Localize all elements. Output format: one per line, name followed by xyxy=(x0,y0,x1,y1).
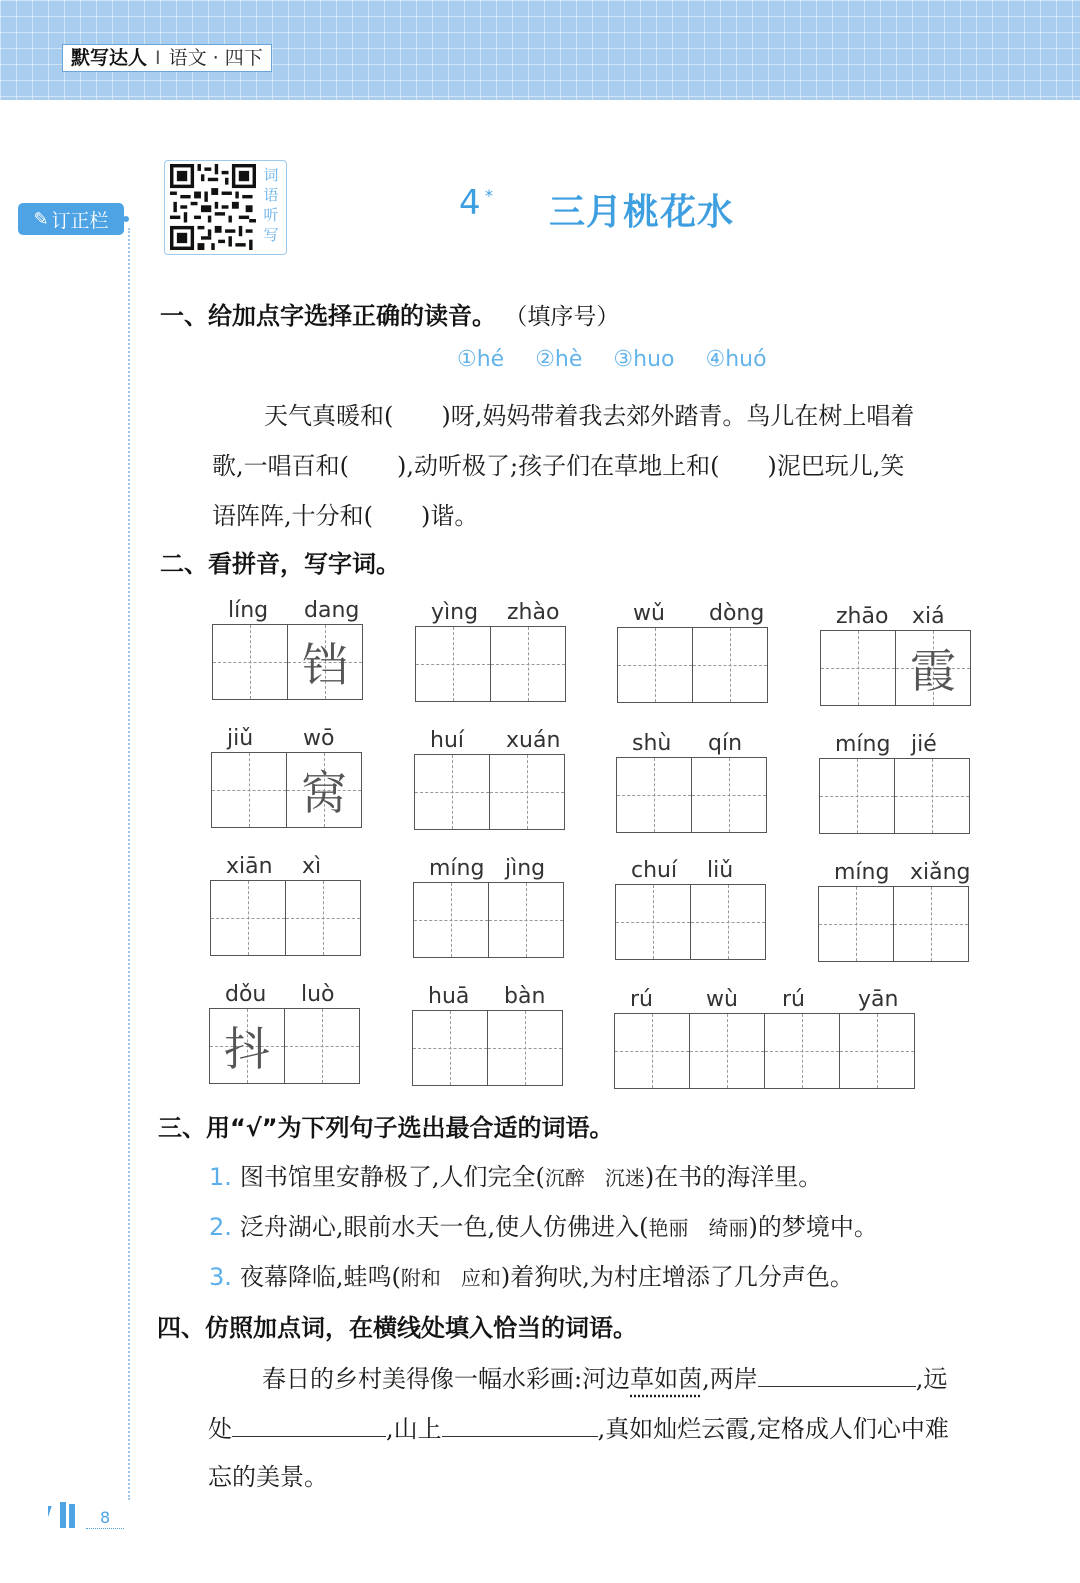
pinyin-syllable: yìng xyxy=(431,600,479,625)
tab-dot xyxy=(123,216,129,222)
question-text-before: 夜幕降临,蛙鸣( xyxy=(239,1263,401,1291)
choice-question-3 xyxy=(209,1257,854,1292)
pinyin-syllable: wō xyxy=(303,726,335,751)
margin-divider xyxy=(128,228,130,1500)
word-choices[interactable]: 沉醉 沉迷 xyxy=(544,1166,645,1190)
character-cell[interactable] xyxy=(894,758,970,834)
character-cell[interactable] xyxy=(818,886,894,962)
section1-heading-text: 一、给加点字选择正确的读音。 xyxy=(160,302,496,330)
character-cell[interactable] xyxy=(839,1013,915,1089)
qr-label: 词语听写 xyxy=(263,166,279,244)
pinyin-syllable: zhào xyxy=(507,600,560,625)
cell-character xyxy=(894,887,968,961)
brand-name: 默写达人 xyxy=(71,47,148,69)
option-3: ③huo xyxy=(613,347,675,372)
page-number: 8 xyxy=(100,1508,111,1527)
cell-character xyxy=(286,881,360,955)
pinyin-syllable: qín xyxy=(708,731,743,756)
cell-character xyxy=(692,758,766,832)
option-2: ②hè xyxy=(535,347,583,372)
pinyin-syllable: míng xyxy=(429,856,485,881)
option-4: ④huó xyxy=(705,347,767,372)
section4-text: ,真如灿烂云霞,定格成人们心中难 xyxy=(597,1415,949,1443)
word-choices[interactable]: 艳丽 绮丽 xyxy=(648,1216,749,1240)
cell-character xyxy=(691,885,765,959)
cell-character xyxy=(616,885,690,959)
lesson-title: 三月桃花水 xyxy=(549,192,735,233)
pinyin-syllable: wù xyxy=(706,987,738,1012)
character-cell[interactable] xyxy=(413,882,489,958)
cell-character xyxy=(693,628,767,702)
cell-character: 霞 xyxy=(910,644,956,698)
character-cell[interactable] xyxy=(689,1013,765,1089)
cell-character: 窝 xyxy=(301,766,347,820)
section4-text: 处 xyxy=(208,1415,232,1443)
character-cell[interactable] xyxy=(490,626,566,702)
character-cell[interactable] xyxy=(414,754,490,830)
section2-heading: 二、看拼音，写字词。 xyxy=(160,550,400,578)
qr-code-icon[interactable] xyxy=(169,164,257,250)
cell-character xyxy=(819,887,893,961)
cell-character xyxy=(488,1011,562,1085)
choice-question-1 xyxy=(209,1157,822,1192)
character-cell[interactable] xyxy=(284,1008,360,1084)
character-cell[interactable] xyxy=(488,882,564,958)
cell-character xyxy=(491,627,565,701)
correction-tab xyxy=(18,203,124,235)
character-cell[interactable] xyxy=(285,880,361,956)
character-cell[interactable] xyxy=(895,630,971,706)
pinyin-syllable: jiǔ xyxy=(227,726,254,751)
answer-blank[interactable] xyxy=(232,1412,386,1437)
page-number-rule xyxy=(86,1528,124,1529)
pinyin-syllable: rú xyxy=(630,987,653,1012)
cell-character xyxy=(414,883,488,957)
pinyin-syllable: xiān xyxy=(226,854,273,879)
cell-character xyxy=(820,759,894,833)
pinyin-syllable: bàn xyxy=(504,984,546,1009)
question-text-after: )着狗吠,为村庄增添了几分声色。 xyxy=(500,1263,854,1291)
option-1: ①hé xyxy=(457,347,505,372)
cell-character xyxy=(212,753,286,827)
character-cell[interactable] xyxy=(614,1013,690,1089)
pinyin-syllable: shù xyxy=(632,731,672,756)
cell-character xyxy=(895,759,969,833)
pinyin-syllable: xiǎng xyxy=(910,860,971,885)
character-cell[interactable] xyxy=(210,880,286,956)
pinyin-syllable: huā xyxy=(428,984,470,1009)
pinyin-syllable: chuí xyxy=(631,858,678,883)
cell-character xyxy=(618,628,692,702)
lesson-number: 4 xyxy=(459,183,481,223)
question-number: 1. xyxy=(209,1163,232,1191)
character-cell[interactable] xyxy=(212,624,288,700)
question-text-after: )的梦境中。 xyxy=(748,1213,878,1241)
cell-character: 抖 xyxy=(224,1022,270,1076)
cell-character xyxy=(690,1014,764,1088)
cell-character xyxy=(840,1014,914,1088)
cell-character xyxy=(285,1009,359,1083)
pinyin-syllable: xiá xyxy=(912,604,945,629)
cell-character xyxy=(489,883,563,957)
character-cell[interactable] xyxy=(489,754,565,830)
section1-line-3: 语阵阵,十分和( )谐。 xyxy=(212,502,479,530)
pinyin-syllable: dǒu xyxy=(225,982,267,1007)
pinyin-syllable: yān xyxy=(858,987,899,1012)
brand-subject: 语文 · 四下 xyxy=(168,47,263,69)
pronunciation-options xyxy=(457,347,791,372)
character-cell[interactable] xyxy=(615,884,691,960)
question-number: 3. xyxy=(209,1263,232,1291)
character-cell[interactable] xyxy=(617,627,693,703)
books-icon xyxy=(48,1502,88,1528)
section1-line-2: 歌,一唱百和( ),动听极了;孩子们在草地上和( )泥巴玩儿,笑 xyxy=(212,452,905,480)
pinyin-syllable: míng xyxy=(835,732,891,757)
question-text-before: 泛舟湖心,眼前水天一色,使人仿佛进入( xyxy=(239,1213,649,1241)
cell-character xyxy=(490,755,564,829)
question-text-after: )在书的海洋里。 xyxy=(644,1163,823,1191)
correction-label: 订正栏 xyxy=(51,209,109,232)
section4-text: ,两岸 xyxy=(702,1365,758,1393)
section1-note: （填序号） xyxy=(504,304,620,330)
cell-character xyxy=(617,758,691,832)
pinyin-syllable: zhāo xyxy=(836,604,889,629)
section4-heading: 四、仿照加点词，在横线处填入恰当的词语。 xyxy=(157,1314,637,1342)
character-cell[interactable] xyxy=(412,1010,488,1086)
pinyin-syllable: liǔ xyxy=(707,858,734,883)
pinyin-syllable: rú xyxy=(782,987,805,1012)
cell-character xyxy=(413,1011,487,1085)
character-cell[interactable] xyxy=(893,886,969,962)
pinyin-syllable: dang xyxy=(304,598,360,623)
character-cell[interactable] xyxy=(487,1010,563,1086)
pinyin-syllable: xì xyxy=(302,854,322,879)
pinyin-syllable: míng xyxy=(834,860,890,885)
question-text-before: 图书馆里安静极了,人们完全( xyxy=(239,1163,545,1191)
character-cell[interactable] xyxy=(211,752,287,828)
cell-character xyxy=(821,631,895,705)
section4-text: ,山上 xyxy=(386,1415,442,1443)
pinyin-syllable: dòng xyxy=(709,601,765,626)
section4-line-2 xyxy=(208,1409,949,1444)
header-band xyxy=(0,0,1080,100)
section1-heading xyxy=(160,296,619,331)
character-cell[interactable] xyxy=(819,758,895,834)
word-choices[interactable]: 附和 应和 xyxy=(400,1266,501,1290)
answer-blank[interactable] xyxy=(442,1412,598,1437)
cell-character: 铛 xyxy=(302,638,348,692)
qr-panel[interactable] xyxy=(164,160,287,255)
character-cell[interactable] xyxy=(764,1013,840,1089)
section4-text: ,远 xyxy=(915,1365,948,1393)
lesson-marker: * xyxy=(485,186,493,205)
cell-character xyxy=(765,1014,839,1088)
character-cell[interactable] xyxy=(616,757,692,833)
brand-separator: I xyxy=(155,47,161,69)
pinyin-syllable: wǔ xyxy=(633,601,665,626)
question-number: 2. xyxy=(209,1213,232,1241)
cell-character xyxy=(415,755,489,829)
character-cell[interactable] xyxy=(415,626,491,702)
dotted-phrase: 草如茵 xyxy=(630,1365,703,1393)
character-cell[interactable] xyxy=(692,627,768,703)
character-cell[interactable] xyxy=(209,1008,285,1084)
pinyin-syllable: jié xyxy=(911,732,937,757)
pinyin-syllable: luò xyxy=(301,982,335,1007)
pinyin-syllable: xuán xyxy=(506,728,561,753)
character-cell[interactable] xyxy=(691,757,767,833)
pinyin-syllable: huí xyxy=(430,728,464,753)
character-cell[interactable] xyxy=(287,624,363,700)
section4-text: 春日的乡村美得像一幅水彩画:河边 xyxy=(262,1365,631,1393)
section4-line-1 xyxy=(262,1359,947,1394)
section3-heading: 三、用“√”为下列句子选出最合适的词语。 xyxy=(158,1114,614,1142)
cell-character xyxy=(213,625,287,699)
character-cell[interactable] xyxy=(690,884,766,960)
character-cell[interactable] xyxy=(820,630,896,706)
brand-label xyxy=(62,44,272,72)
section1-line-1: 天气真暖和( )呀,妈妈带着我去郊外踏青。鸟儿在树上唱着 xyxy=(264,402,915,430)
choice-question-2 xyxy=(209,1207,878,1242)
pinyin-syllable: jìng xyxy=(505,856,546,881)
pinyin-syllable: líng xyxy=(228,598,269,623)
answer-blank[interactable] xyxy=(758,1362,916,1387)
section4-line-3: 忘的美景。 xyxy=(208,1463,328,1491)
pencil-icon: ✎ xyxy=(33,208,49,230)
cell-character xyxy=(211,881,285,955)
cell-character xyxy=(615,1014,689,1088)
character-cell[interactable] xyxy=(286,752,362,828)
cell-character xyxy=(416,627,490,701)
